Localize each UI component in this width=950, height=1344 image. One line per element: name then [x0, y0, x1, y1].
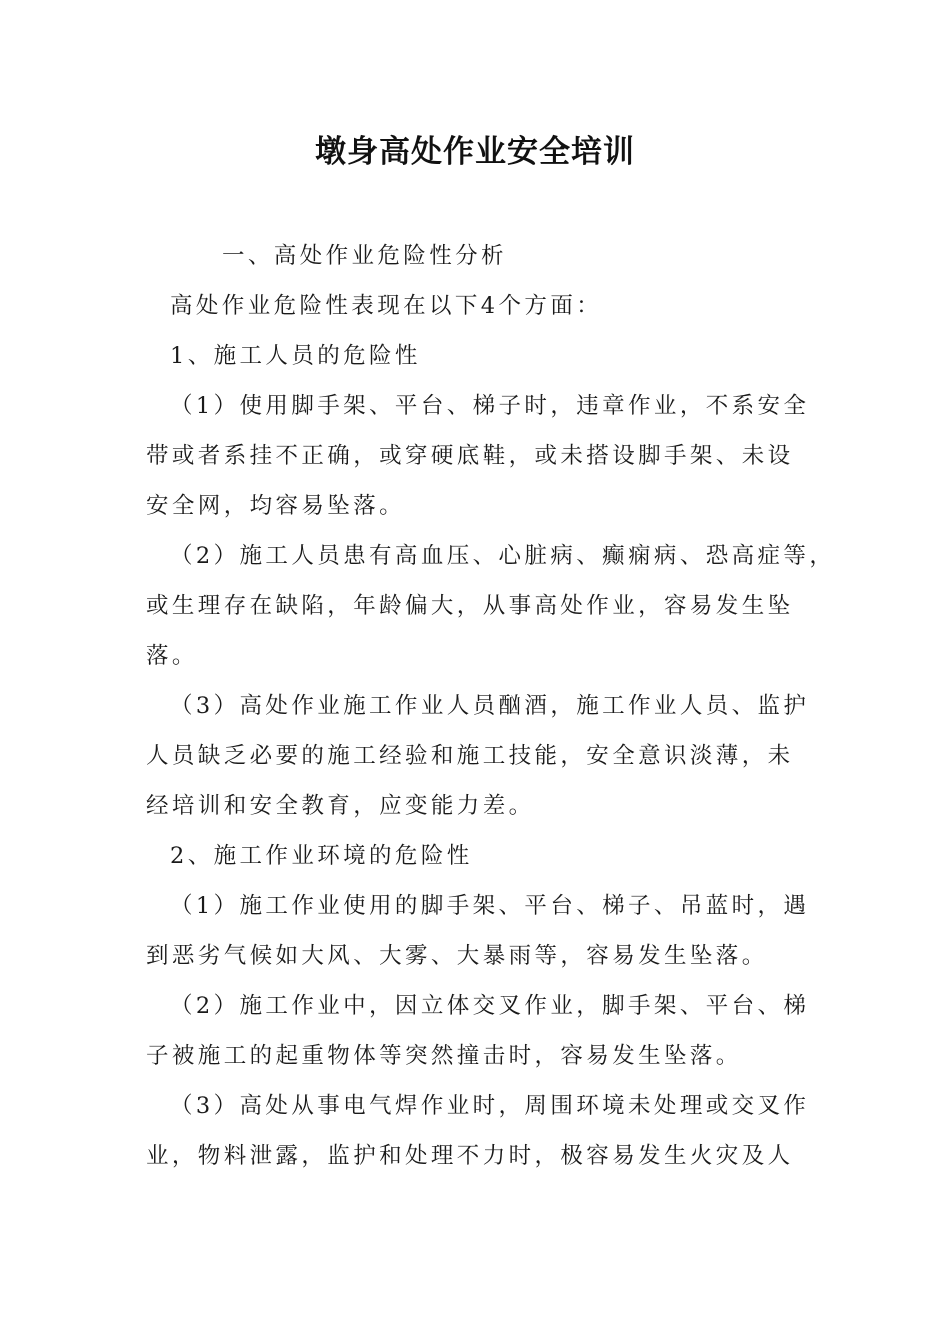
paragraph-line: 业，物料泄露，监护和处理不力时，极容易发生火灾及人 — [146, 1143, 794, 1169]
paragraph-line: （3）高处作业施工作业人员酗酒，施工作业人员、监护 — [170, 693, 810, 719]
paragraph-line: 落。 — [146, 643, 198, 669]
subheading-personnel-risk: 1、施工人员的危险性 — [170, 343, 421, 369]
subheading-environment-risk: 2、施工作业环境的危险性 — [170, 843, 473, 869]
paragraph-line: 安全网，均容易坠落。 — [146, 493, 406, 519]
paragraph-line: （2）施工人员患有高血压、心脏病、癫痫病、恐高症等， — [170, 543, 836, 569]
paragraph-line: 带或者系挂不正确，或穿硬底鞋，或未搭设脚手架、未设 — [146, 443, 794, 469]
paragraph-line: （2）施工作业中，因立体交叉作业，脚手架、平台、梯 — [170, 993, 810, 1019]
paragraph-line: （3）高处从事电气焊作业时，周围环境未处理或交叉作 — [170, 1093, 810, 1119]
intro-paragraph: 高处作业危险性表现在以下4个方面： — [170, 293, 603, 319]
paragraph-line: 人员缺乏必要的施工经验和施工技能，安全意识淡薄，未 — [146, 743, 794, 769]
paragraph-line: （1）使用脚手架、平台、梯子时，违章作业，不系安全 — [170, 393, 810, 419]
paragraph-line: 经培训和安全教育，应变能力差。 — [146, 793, 535, 819]
paragraph-line: （1）施工作业使用的脚手架、平台、梯子、吊蓝时，遇 — [170, 893, 810, 919]
paragraph-line: 子被施工的起重物体等突然撞击时，容易发生坠落。 — [146, 1043, 742, 1069]
paragraph-line: 或生理存在缺陷，年龄偏大，从事高处作业，容易发生坠 — [146, 593, 794, 619]
paragraph-line: 到恶劣气候如大风、大雾、大暴雨等，容易发生坠落。 — [146, 943, 768, 969]
section-heading-1: 一、高处作业危险性分析 — [222, 243, 507, 269]
document-title: 墩身高处作业安全培训 — [315, 134, 635, 170]
